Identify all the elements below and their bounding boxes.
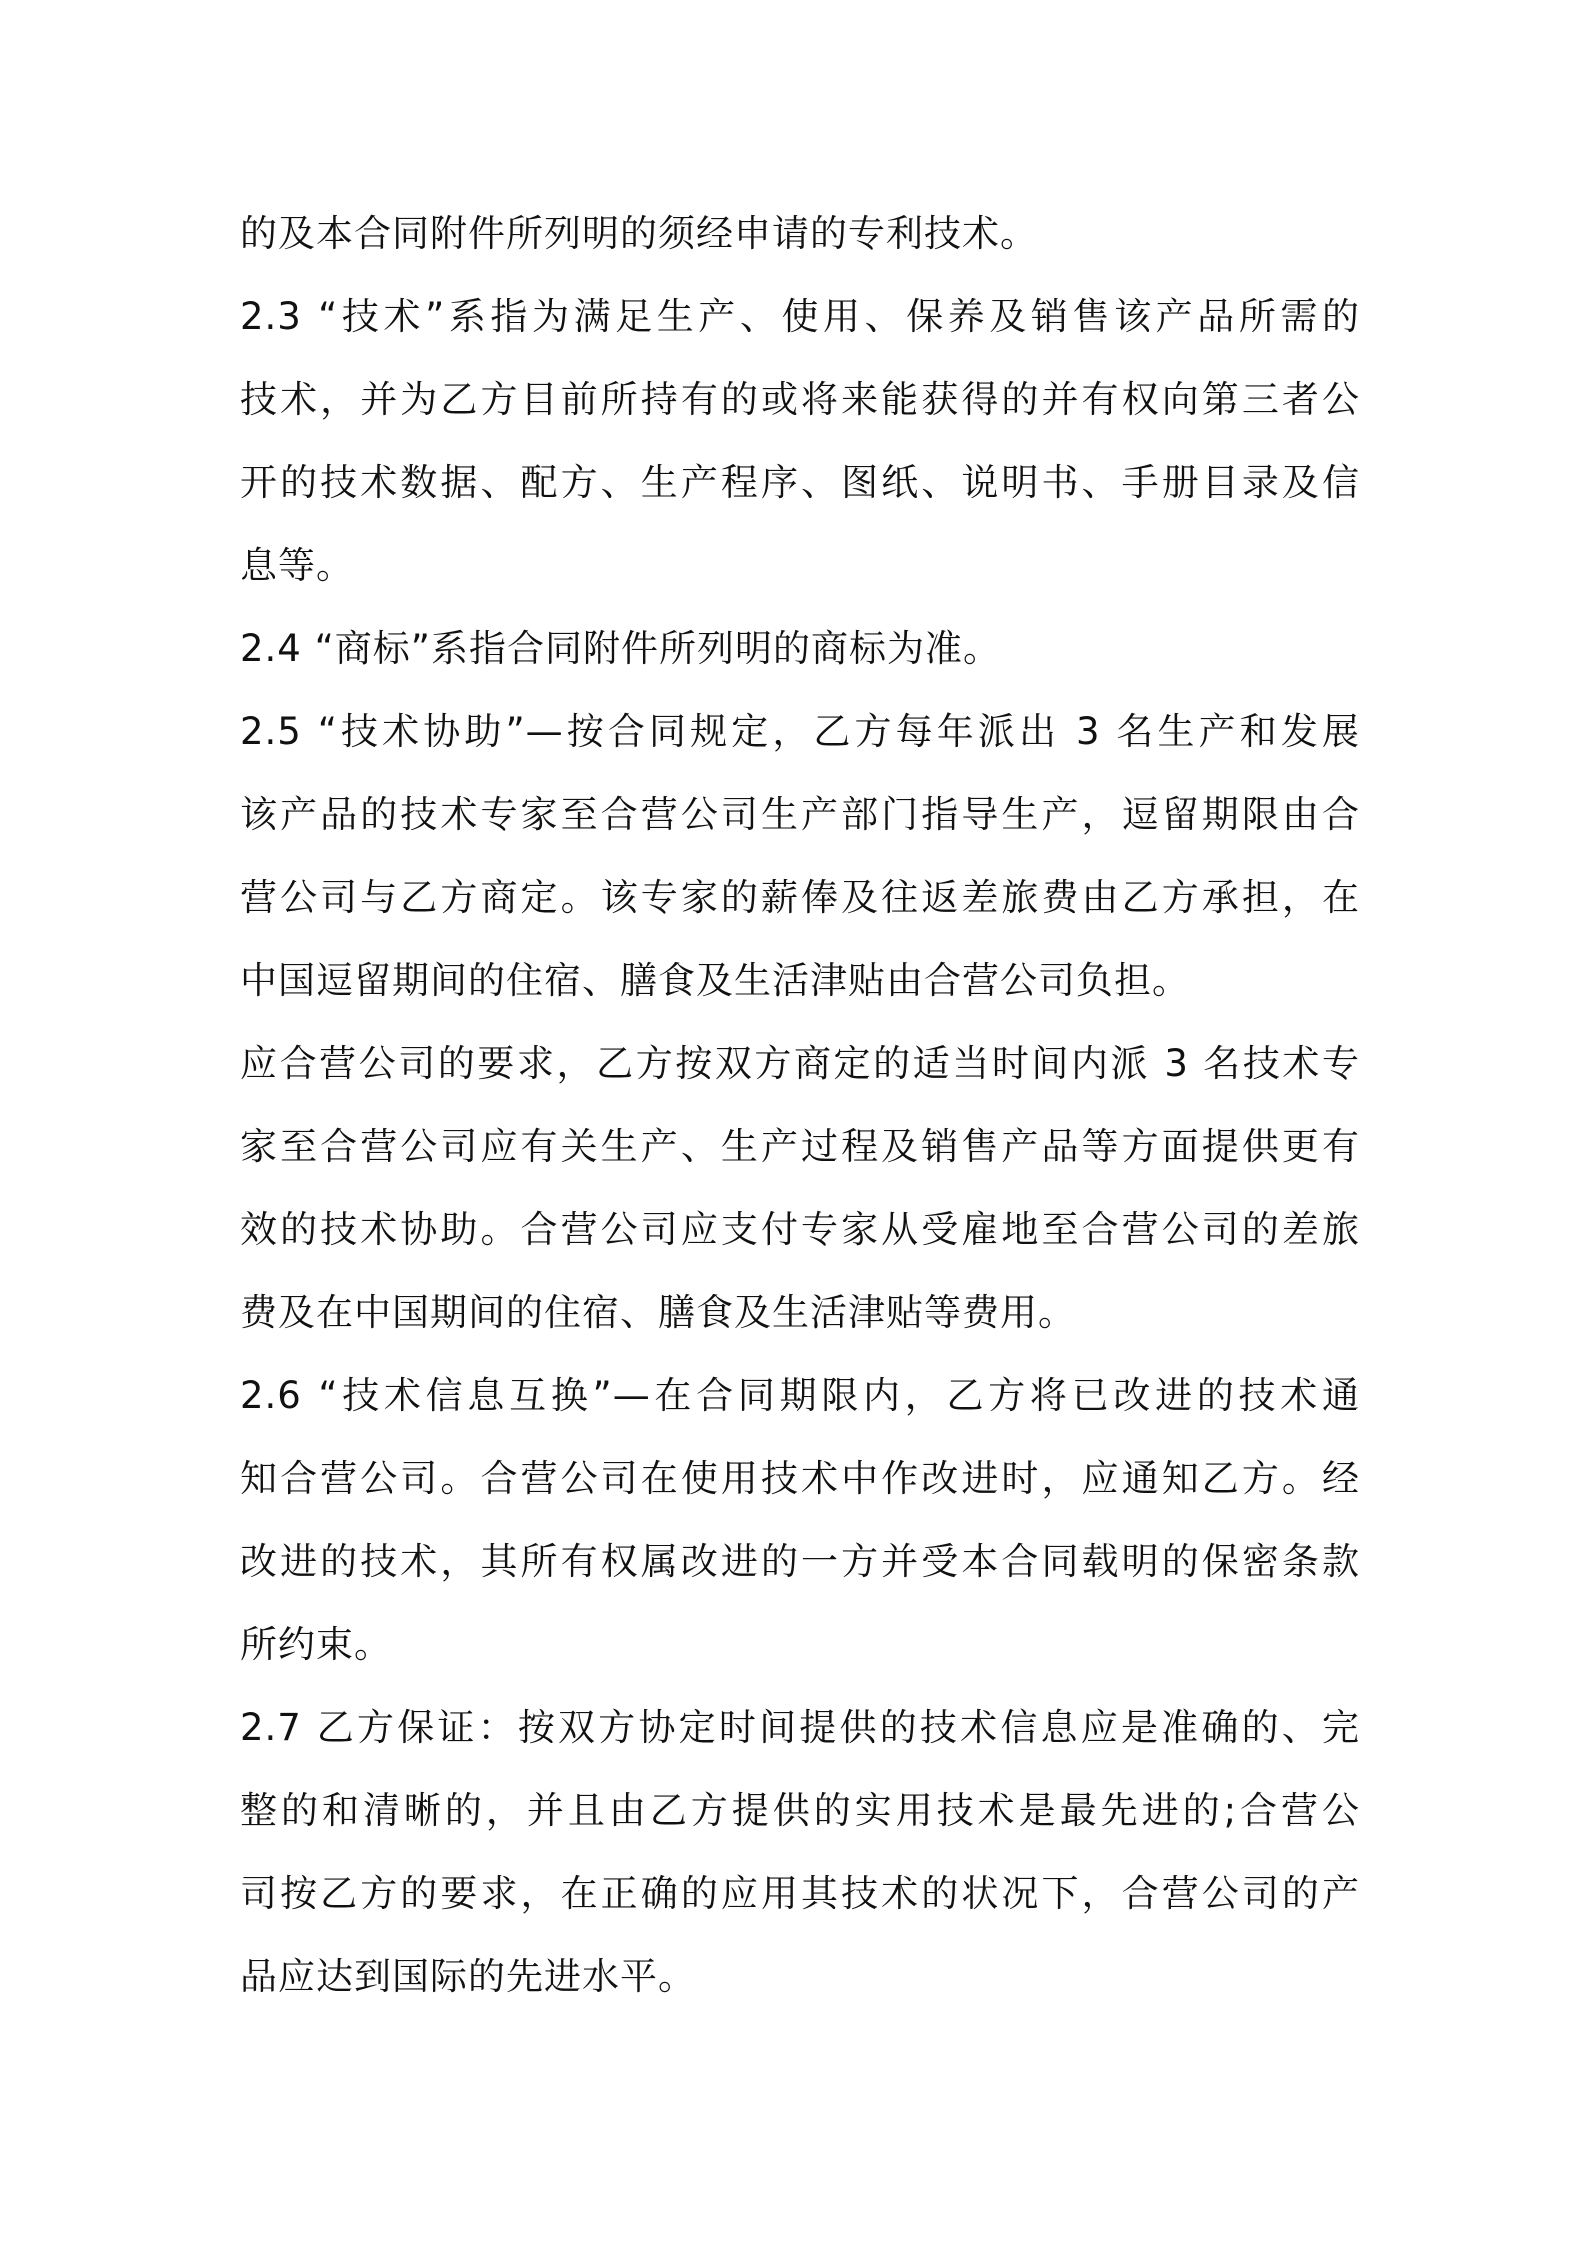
text-line: 该产品的技术专家至合营公司生产部门指导生产，逗留期限由合 — [240, 793, 1360, 836]
contract-text-body — [240, 192, 1360, 2018]
text-line: 所约束。 — [240, 1623, 392, 1666]
text-line: 息等。 — [240, 544, 354, 587]
text-line: 效的技术协助。合营公司应支付专家从受雇地至合营公司的差旅 — [240, 1208, 1360, 1251]
text-line: 知合营公司。合营公司在使用技术中作改进时，应通知乙方。经 — [240, 1457, 1360, 1500]
clause-2-5-heading-line: 2.5 “技术协助”—按合同规定，乙方每年派出 3 名生产和发展 — [240, 710, 1360, 753]
text-line: 营公司与乙方商定。该专家的薪俸及往返差旅费由乙方承担，在 — [240, 876, 1360, 919]
text-line: 的及本合同附件所列明的须经申请的专利技术。 — [240, 212, 1038, 255]
text-line: 家至合营公司应有关生产、生产过程及销售产品等方面提供更有 — [240, 1125, 1360, 1168]
text-line: 改进的技术，其所有权属改进的一方并受本合同载明的保密条款 — [240, 1540, 1360, 1583]
text-line: 技术，并为乙方目前所持有的或将来能获得的并有权向第三者公 — [240, 378, 1360, 421]
clause-2-6-heading-line: 2.6 “技术信息互换”—在合同期限内，乙方将已改进的技术通 — [240, 1374, 1360, 1417]
text-line: 中国逗留期间的住宿、膳食及生活津贴由合营公司负担。 — [240, 959, 1190, 1002]
text-line: 开的技术数据、配方、生产程序、图纸、说明书、手册目录及信 — [240, 461, 1360, 504]
text-line: 品应达到国际的先进水平。 — [240, 1955, 696, 1998]
clause-2-4-heading-line: 2.4 “商标”系指合同附件所列明的商标为准。 — [240, 627, 1001, 670]
clause-2-7-heading-line: 2.7 乙方保证：按双方协定时间提供的技术信息应是准确的、完 — [240, 1706, 1360, 1749]
text-line: 费及在中国期间的住宿、膳食及生活津贴等费用。 — [240, 1291, 1076, 1334]
text-line: 司按乙方的要求，在正确的应用其技术的状况下，合营公司的产 — [240, 1872, 1360, 1915]
text-line: 整的和清晰的，并且由乙方提供的实用技术是最先进的;合营公 — [240, 1789, 1360, 1832]
text-line: 应合营公司的要求，乙方按双方商定的适当时间内派 3 名技术专 — [240, 1042, 1360, 1085]
clause-2-3-heading-line: 2.3 “技术”系指为满足生产、使用、保养及销售该产品所需的 — [240, 295, 1360, 338]
